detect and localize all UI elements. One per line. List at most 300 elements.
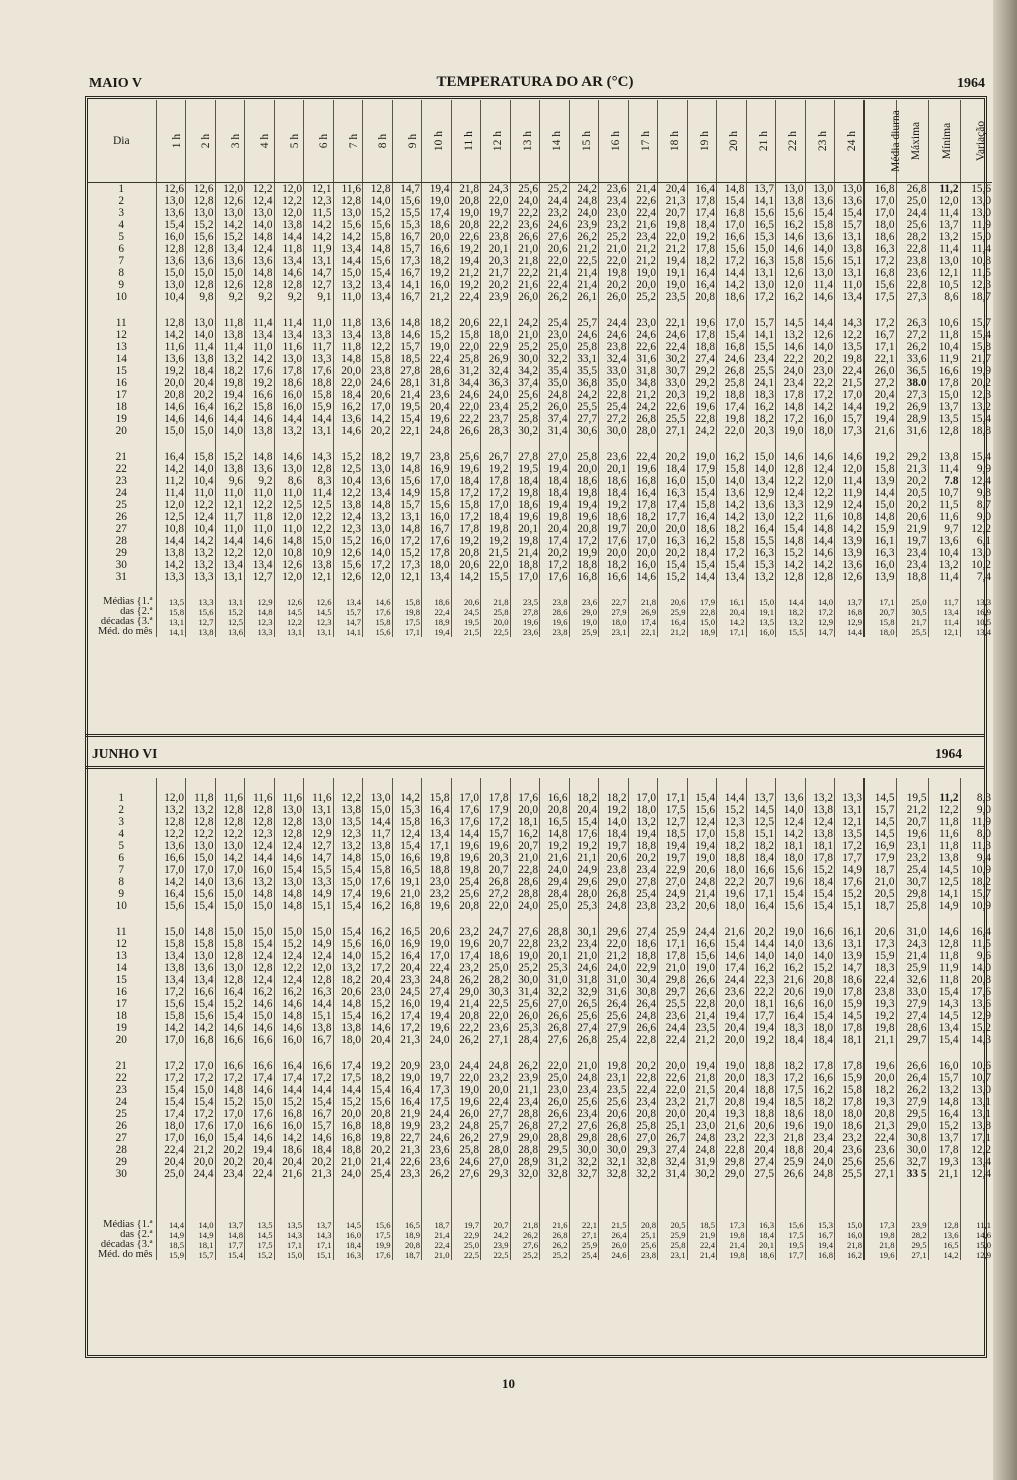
value-cell: 23,8 (599, 864, 629, 876)
value-cell: 17,9 (687, 463, 717, 475)
average-value: 15,6 (363, 1220, 393, 1230)
value-cell: 19,4 (628, 828, 658, 840)
average-value: 18,4 (333, 1240, 363, 1250)
value-cell: 15,2 (333, 535, 363, 547)
average-value: 17,5 (245, 1240, 275, 1250)
value-cell: 25,5 (835, 1168, 865, 1180)
gap-cell (215, 1046, 245, 1060)
value-cell: 32,8 (540, 1168, 570, 1180)
value-cell: 21,4 (569, 279, 599, 291)
value-cell: 18,0 (481, 329, 511, 341)
value-cell: 17,2 (864, 317, 896, 329)
value-cell: 23,6 (835, 1144, 865, 1156)
value-cell: 20,4 (156, 1156, 186, 1168)
value-cell: 19,8 (215, 377, 245, 389)
value-cell: 15,4 (776, 888, 806, 900)
day-cell: 27 (115, 1132, 127, 1144)
value-cell: 27,3 (896, 291, 928, 303)
average-value: 13,1 (274, 627, 304, 637)
value-cell: 21,3 (392, 1034, 422, 1046)
average-value: 25,6 (628, 1240, 658, 1250)
value-cell: 24,0 (510, 195, 540, 207)
value-cell: 14,2 (805, 559, 835, 571)
value-cell: 15,7 (960, 317, 992, 329)
value-cell: 22,4 (451, 291, 481, 303)
value-cell: 14,6 (215, 1022, 245, 1034)
value-cell: 14,6 (156, 401, 186, 413)
value-cell: 24,7 (481, 926, 511, 938)
gap-cell (245, 1046, 275, 1060)
value-cell: 9,2 (274, 291, 304, 303)
value-cell: 17,5 (776, 1084, 806, 1096)
junho-year: 1964 (935, 746, 962, 761)
value-cell: 12,1 (928, 267, 960, 279)
value-cell: 31,4 (510, 986, 540, 998)
value-cell: 30,0 (599, 425, 629, 437)
value-cell: 31,2 (451, 365, 481, 377)
value-cell: 12,8 (776, 571, 806, 583)
value-cell: 19,2 (363, 1060, 393, 1072)
value-cell: 22,6 (628, 341, 658, 353)
average-row (88, 607, 992, 617)
value-cell: 20,6 (776, 986, 806, 998)
value-cell: 14,6 (776, 451, 806, 463)
value-cell: 14,2 (776, 559, 806, 571)
value-cell: 21,4 (687, 888, 717, 900)
value-cell: 15,8 (687, 499, 717, 511)
value-cell: 12,6 (215, 195, 245, 207)
average-value: 12,1 (928, 627, 960, 637)
average-value: 17,6 (363, 1250, 393, 1260)
value-cell: 23,5 (599, 1084, 629, 1096)
average-value: 17,7 (776, 1250, 806, 1260)
value-cell: 15,8 (186, 451, 216, 463)
value-cell: 18,2 (363, 451, 393, 463)
value-cell: 22,0 (481, 900, 511, 912)
value-cell: 18,8 (746, 1084, 776, 1096)
value-cell: 17,8 (928, 1144, 960, 1156)
value-cell: 12,8 (245, 816, 275, 828)
value-cell: 20,2 (215, 1156, 245, 1168)
average-value: 21,4 (717, 1240, 747, 1250)
average-value: 13,5 (245, 1220, 275, 1230)
gap-cell (928, 1180, 960, 1220)
gap-cell (215, 303, 245, 317)
table-row (88, 1144, 992, 1156)
value-cell: 14,4 (215, 413, 245, 425)
gap-cell (363, 1046, 393, 1060)
column-header-label: 2 h (200, 133, 213, 149)
value-cell: 15,0 (304, 926, 334, 938)
value-cell: 20,2 (960, 377, 992, 389)
value-cell: 14,4 (805, 317, 835, 329)
table-row (88, 1132, 992, 1144)
day-cell: 15 (115, 974, 127, 986)
value-cell: 24,8 (569, 1072, 599, 1084)
value-cell: 19,1 (658, 267, 688, 279)
average-value: 13,4 (928, 607, 960, 617)
value-cell: 12,6 (215, 279, 245, 291)
value-cell: 13,6 (156, 207, 186, 219)
value-cell: 19,3 (717, 1108, 747, 1120)
value-cell: 11,0 (245, 341, 275, 353)
value-cell: 13,0 (215, 207, 245, 219)
average-value: 14,0 (186, 1220, 216, 1230)
value-cell: 14,8 (363, 243, 393, 255)
value-cell: 26,0 (510, 291, 540, 303)
value-cell: 20,8 (451, 219, 481, 231)
value-cell: 15,8 (392, 816, 422, 828)
value-cell: 24,8 (451, 1120, 481, 1132)
value-cell: 23,4 (569, 1108, 599, 1120)
value-cell: 15,3 (392, 804, 422, 816)
average-value: 14,9 (186, 1230, 216, 1240)
value-cell: 16,0 (274, 401, 304, 413)
value-cell: 23,0 (599, 207, 629, 219)
value-cell: 26,6 (510, 231, 540, 243)
value-cell: 17,0 (687, 828, 717, 840)
value-cell: 19,6 (628, 463, 658, 475)
average-value: 11,7 (928, 597, 960, 607)
value-cell: 25,4 (599, 1034, 629, 1046)
day-cell: 14 (115, 353, 127, 365)
table-row (88, 231, 992, 243)
value-cell: 29,3 (481, 1168, 511, 1180)
value-cell: 20,2 (658, 451, 688, 463)
value-cell: 14,2 (805, 401, 835, 413)
value-cell: 33,6 (896, 353, 928, 365)
value-cell: 16,4 (392, 950, 422, 962)
value-cell: 14,6 (776, 231, 806, 243)
value-cell: 27,9 (896, 998, 928, 1010)
value-cell: 14,0 (245, 219, 275, 231)
table-row (88, 900, 992, 912)
gap-cell (569, 1046, 599, 1060)
value-cell: 25,8 (569, 451, 599, 463)
average-value: 27,8 (510, 607, 540, 617)
average-value: 15,0 (274, 1250, 304, 1260)
table-row (88, 974, 992, 986)
value-cell: 15,6 (960, 183, 992, 196)
value-cell: 23,4 (805, 1132, 835, 1144)
value-cell: 18,2 (746, 840, 776, 852)
value-cell: 23,2 (835, 1132, 865, 1144)
value-cell: 15,4 (717, 195, 747, 207)
value-cell: 11,4 (928, 571, 960, 583)
value-cell: 17,2 (392, 535, 422, 547)
average-value: 18,2 (776, 607, 806, 617)
value-cell: 11,0 (274, 523, 304, 535)
value-cell: 32,7 (896, 1156, 928, 1168)
table-row (88, 219, 992, 231)
average-value: 12,6 (304, 597, 334, 607)
table-row (88, 864, 992, 876)
value-cell: 12,0 (928, 195, 960, 207)
gap-cell (960, 1180, 992, 1220)
value-cell: 23,4 (896, 559, 928, 571)
value-cell: 28,6 (510, 876, 540, 888)
value-cell: 15,2 (333, 451, 363, 463)
value-cell: 30,2 (510, 425, 540, 437)
value-cell: 32,2 (628, 1168, 658, 1180)
value-cell: 17,5 (864, 291, 896, 303)
value-cell: 28,0 (628, 425, 658, 437)
spacer-cell (805, 778, 835, 792)
value-cell: 19,4 (540, 499, 570, 511)
value-cell: 10,4 (186, 523, 216, 535)
value-cell: 14,6 (717, 950, 747, 962)
column-header-label: 4 h (259, 133, 272, 149)
value-cell: 23,6 (896, 267, 928, 279)
value-cell: 30,6 (569, 425, 599, 437)
value-cell: 12,5 (746, 816, 776, 828)
gap-cell (805, 437, 835, 451)
value-cell: 14,4 (245, 852, 275, 864)
table-row (88, 1168, 992, 1180)
day-cell: 6 (118, 852, 125, 864)
value-cell: 13,4 (215, 559, 245, 571)
average-value: 15,4 (215, 1250, 245, 1260)
day-cell: 9 (118, 279, 125, 291)
average-value: 28,6 (540, 607, 570, 617)
value-cell: 14,2 (156, 463, 186, 475)
value-cell: 19,9 (392, 1120, 422, 1132)
spacer-cell (540, 778, 570, 792)
value-cell: 15,6 (333, 219, 363, 231)
value-cell: 13,8 (333, 499, 363, 511)
value-cell: 18,0 (805, 1022, 835, 1034)
value-cell: 19,0 (717, 1060, 747, 1072)
value-cell: 29,5 (896, 1108, 928, 1120)
value-cell: 17,8 (805, 852, 835, 864)
value-cell: 16,8 (274, 1108, 304, 1120)
value-cell: 20,6 (333, 986, 363, 998)
value-cell: 12,2 (156, 828, 186, 840)
average-value: 12,8 (928, 1220, 960, 1230)
value-cell: 12,1 (304, 183, 334, 196)
value-cell: 14,0 (960, 962, 992, 974)
table-row (88, 183, 992, 196)
value-cell: 11,4 (928, 463, 960, 475)
average-label: Médias {1.ª (103, 596, 153, 607)
value-cell: 16,2 (510, 828, 540, 840)
value-cell: 21,4 (628, 183, 658, 196)
value-cell: 23,2 (451, 962, 481, 974)
value-cell: 18,0 (805, 425, 835, 437)
average-value: 12,9 (835, 617, 865, 627)
day-cell: 8 (118, 267, 125, 279)
day-cell: 30 (115, 559, 127, 571)
value-cell: 18,3 (746, 1072, 776, 1084)
value-cell: 11,7 (215, 511, 245, 523)
value-cell: 15,3 (746, 231, 776, 243)
value-cell: 12,4 (805, 463, 835, 475)
value-cell: 18,2 (717, 523, 747, 535)
gap-cell (864, 1180, 896, 1220)
average-row (88, 1230, 992, 1240)
gap-cell (569, 1180, 599, 1220)
value-cell: 13,2 (928, 1084, 960, 1096)
value-cell: 19,6 (896, 828, 928, 840)
value-cell: 18,6 (274, 1144, 304, 1156)
value-cell: 29,8 (569, 1132, 599, 1144)
value-cell: 13,8 (333, 804, 363, 816)
value-cell: 13,1 (835, 938, 865, 950)
value-cell: 31,2 (540, 1156, 570, 1168)
value-cell: 11,4 (805, 279, 835, 291)
value-cell: 16,6 (805, 1072, 835, 1084)
average-value: 13,1 (156, 617, 186, 627)
value-cell: 26,4 (599, 998, 629, 1010)
value-cell: 11,0 (215, 523, 245, 535)
value-cell: 16,4 (960, 926, 992, 938)
value-cell: 20,5 (896, 487, 928, 499)
value-cell: 24,4 (687, 926, 717, 938)
value-cell: 24,0 (599, 962, 629, 974)
value-cell: 13,1 (392, 511, 422, 523)
value-cell: 13,4 (156, 950, 186, 962)
value-cell: 12,7 (245, 571, 275, 583)
value-cell: 21,2 (628, 243, 658, 255)
average-value: 20,8 (392, 1240, 422, 1250)
value-cell: 15,2 (392, 547, 422, 559)
average-value: 14,5 (245, 1230, 275, 1240)
value-cell: 22,4 (864, 974, 896, 986)
day-cell: 21 (115, 1060, 127, 1072)
value-cell: 16,2 (363, 926, 393, 938)
value-cell: 27,6 (569, 1120, 599, 1132)
value-cell: 14,4 (717, 792, 747, 804)
value-cell: 13,4 (363, 279, 393, 291)
average-value: 14,2 (717, 617, 747, 627)
average-value: 21,6 (540, 1220, 570, 1230)
table-row (88, 511, 992, 523)
value-cell: 15,6 (333, 938, 363, 950)
value-cell: 17,9 (864, 852, 896, 864)
value-cell: 17,6 (422, 535, 452, 547)
spacer-cell (88, 778, 156, 792)
value-cell: 14,9 (304, 888, 334, 900)
average-value: 23,9 (896, 1220, 928, 1230)
value-cell: 29,0 (896, 1120, 928, 1132)
value-cell: 14,0 (805, 950, 835, 962)
value-cell: 15,6 (363, 255, 393, 267)
day-cell: 23 (115, 475, 127, 487)
value-cell: 15,8 (363, 864, 393, 876)
value-cell: 13,7 (746, 792, 776, 804)
gap-cell (510, 1046, 540, 1060)
value-cell: 20,4 (717, 1022, 747, 1034)
value-cell: 9,8 (960, 487, 992, 499)
value-cell: 17,0 (422, 475, 452, 487)
value-cell: 16,4 (687, 279, 717, 291)
value-cell: 26,6 (628, 1022, 658, 1034)
value-cell: 19,0 (628, 267, 658, 279)
value-cell: 20,2 (658, 547, 688, 559)
value-cell: 18,4 (510, 475, 540, 487)
value-cell: 14,0 (805, 341, 835, 353)
average-value: 14,7 (333, 617, 363, 627)
column-header (363, 100, 393, 183)
value-cell: 12,1 (392, 571, 422, 583)
value-cell: 20,8 (363, 1108, 393, 1120)
value-cell: 21,6 (717, 926, 747, 938)
value-cell: 29,8 (717, 1156, 747, 1168)
value-cell: 20,6 (896, 511, 928, 523)
value-cell: 11,0 (835, 279, 865, 291)
value-cell: 24,4 (599, 317, 629, 329)
value-cell: 30,8 (896, 1132, 928, 1144)
value-cell: 16,7 (392, 291, 422, 303)
value-cell: 12,9 (960, 1010, 992, 1022)
day-cell: 20 (115, 1034, 127, 1046)
day-cell: 18 (115, 401, 127, 413)
value-cell: 16,0 (363, 535, 393, 547)
table-row (88, 792, 992, 804)
day-cell: 9 (118, 888, 125, 900)
value-cell: 20,6 (687, 900, 717, 912)
gap-cell (896, 1180, 928, 1220)
value-cell: 32,2 (540, 353, 570, 365)
value-cell: 19,0 (805, 986, 835, 998)
value-cell: 13,2 (928, 559, 960, 571)
value-cell: 12,2 (215, 547, 245, 559)
value-cell: 23,4 (510, 1096, 540, 1108)
value-cell: 32,4 (599, 353, 629, 365)
value-cell: 13,0 (274, 876, 304, 888)
value-cell: 24,1 (746, 377, 776, 389)
value-cell: 15,4 (687, 792, 717, 804)
value-cell: 19,8 (717, 413, 747, 425)
gap-cell (540, 1180, 570, 1220)
value-cell: 9,7 (928, 523, 960, 535)
value-cell: 25,5 (658, 998, 688, 1010)
value-cell: 15,0 (363, 804, 393, 816)
value-cell: 23,8 (422, 451, 452, 463)
value-cell: 31,8 (628, 365, 658, 377)
gap-cell (960, 303, 992, 317)
value-cell: 11,3 (960, 840, 992, 852)
gap-cell (186, 303, 216, 317)
value-cell: 12,8 (304, 974, 334, 986)
value-cell: 27,0 (658, 876, 688, 888)
value-cell: 18,7 (960, 291, 992, 303)
value-cell: 12,0 (156, 792, 186, 804)
column-header-label: 7 h (347, 133, 360, 149)
value-cell: 10,7 (928, 487, 960, 499)
gap-cell (274, 912, 304, 926)
value-cell: 11,4 (960, 243, 992, 255)
value-cell: 21,6 (540, 852, 570, 864)
value-cell: 17,0 (628, 535, 658, 547)
value-cell: 24,6 (451, 389, 481, 401)
value-cell: 10,7 (960, 1072, 992, 1084)
value-cell: 30,2 (687, 1168, 717, 1180)
decade-gap (88, 437, 992, 451)
average-value: 15,0 (835, 1220, 865, 1230)
value-cell: 25,2 (510, 962, 540, 974)
value-cell: 11,5 (304, 207, 334, 219)
gap-cell (746, 1046, 776, 1060)
value-cell: 21,7 (687, 1096, 717, 1108)
value-cell: 23,4 (481, 401, 511, 413)
value-cell: 15,4 (569, 816, 599, 828)
value-cell: 15,9 (864, 950, 896, 962)
value-cell: 18,6 (481, 950, 511, 962)
value-cell: 12,9 (304, 828, 334, 840)
value-cell: 18,8 (569, 559, 599, 571)
value-cell: 12,8 (186, 279, 216, 291)
